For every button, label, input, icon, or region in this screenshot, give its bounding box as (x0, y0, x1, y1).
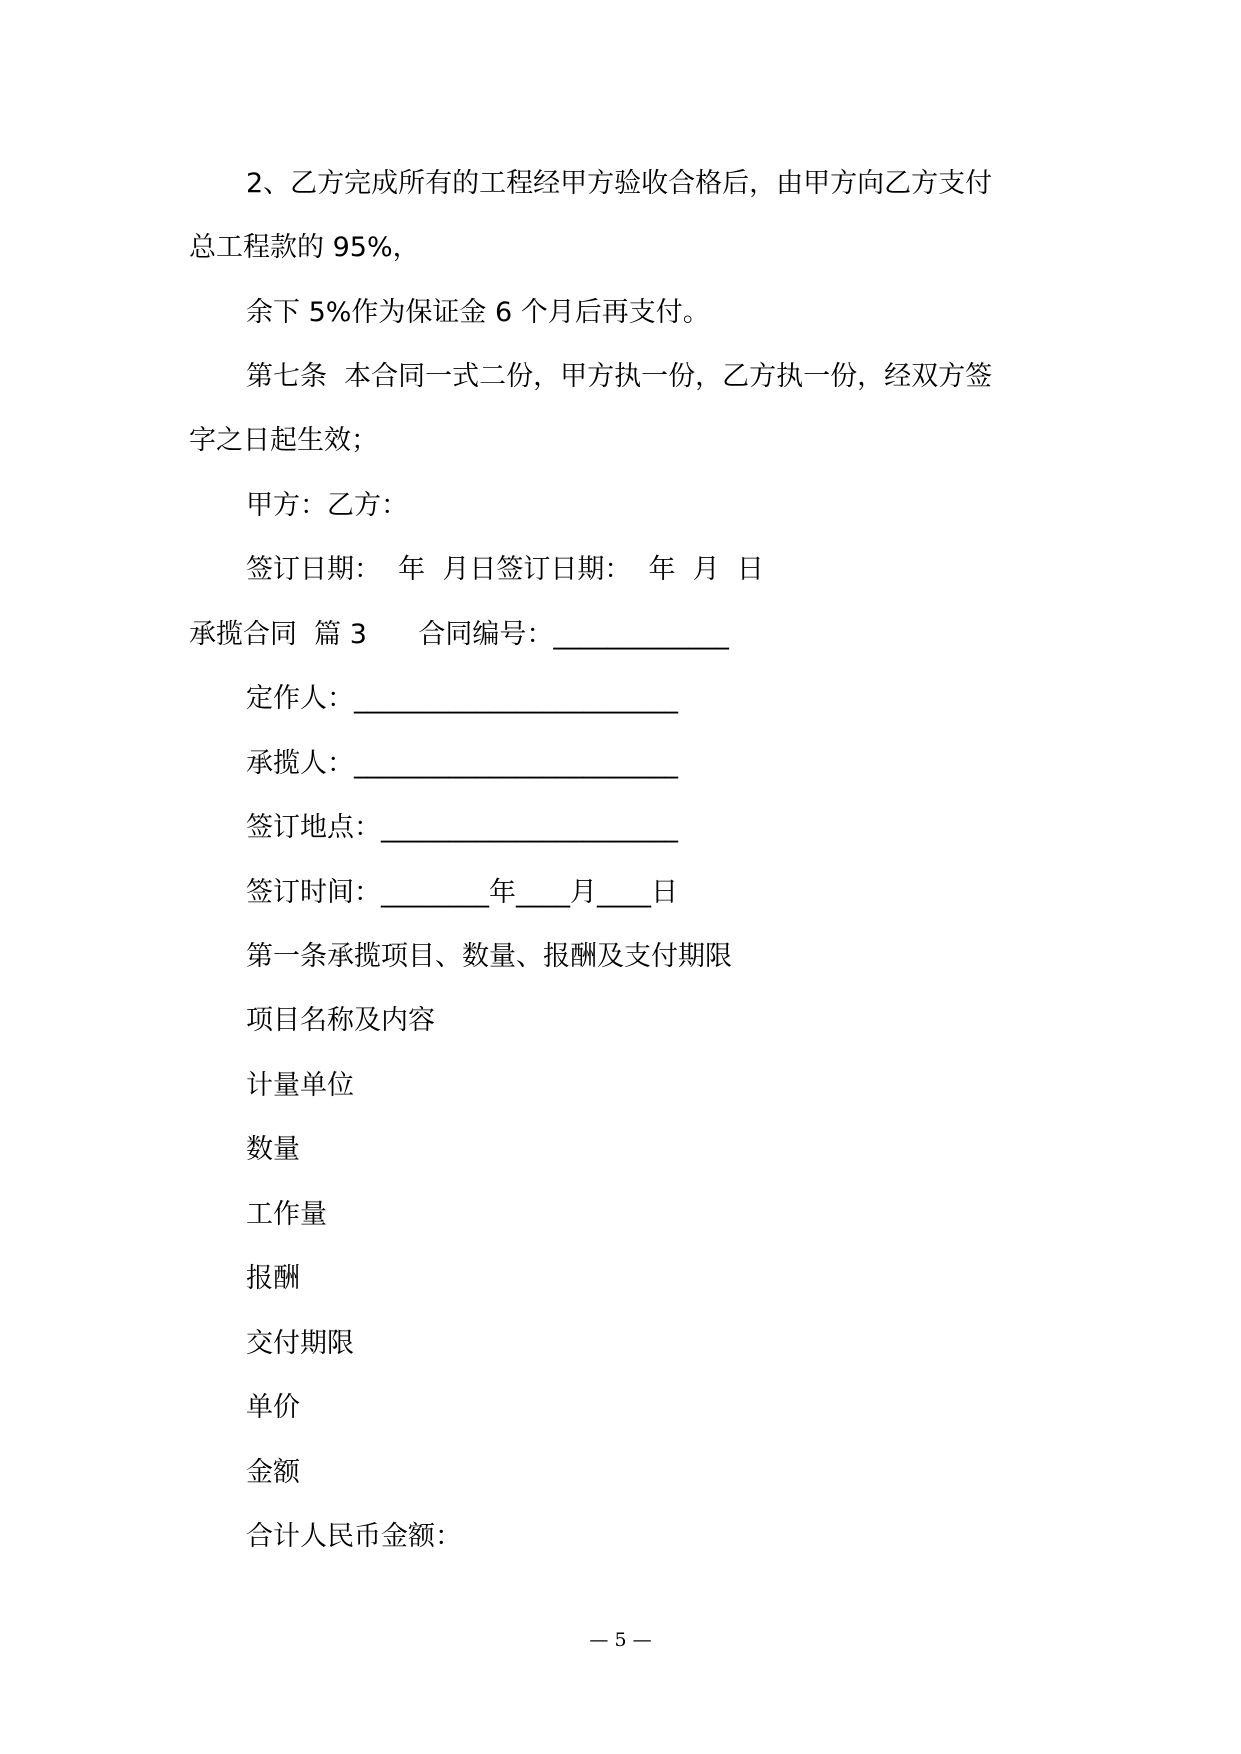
contractor-field: 承揽人：________________________ (246, 748, 678, 779)
page-number: — 5 — (589, 1629, 652, 1651)
article-7-line-2: 字之日起生效； (189, 425, 378, 456)
clause-retention: 余下 5%作为保证金 6 个月后再支付。 (246, 297, 710, 328)
signing-dates-line: 签订日期： 年 月日签订日期： 年 月 日 (246, 554, 764, 585)
item-workload: 工作量 (246, 1199, 327, 1230)
clause-payment-line-2: 总工程款的 95%， (189, 232, 420, 263)
item-name-content: 项目名称及内容 (246, 1005, 435, 1036)
item-unit: 计量单位 (246, 1070, 354, 1101)
article-1-heading: 第一条承揽项目、数量、报酬及支付期限 (246, 941, 732, 972)
contract-heading: 承揽合同 篇 3 合同编号：_____________ (189, 619, 729, 650)
article-7-line-1: 第七条 本合同一式二份，甲方执一份，乙方执一份，经双方签 (246, 361, 993, 392)
total-amount-label: 合计人民币金额： (246, 1521, 462, 1552)
signing-place-field: 签订地点：______________________ (246, 812, 678, 843)
item-delivery-deadline: 交付期限 (246, 1328, 354, 1359)
parties-line: 甲方：乙方： (246, 490, 408, 521)
item-unit-price: 单价 (246, 1392, 300, 1423)
item-quantity: 数量 (246, 1134, 300, 1165)
orderer-field: 定作人：________________________ (246, 683, 678, 714)
item-remuneration: 报酬 (246, 1263, 300, 1294)
item-amount: 金额 (246, 1457, 300, 1488)
clause-payment-line-1: 2、乙方完成所有的工程经甲方验收合格后，由甲方向乙方支付 (246, 168, 993, 199)
signing-time-field: 签订时间：________年____月____日 (246, 877, 678, 908)
